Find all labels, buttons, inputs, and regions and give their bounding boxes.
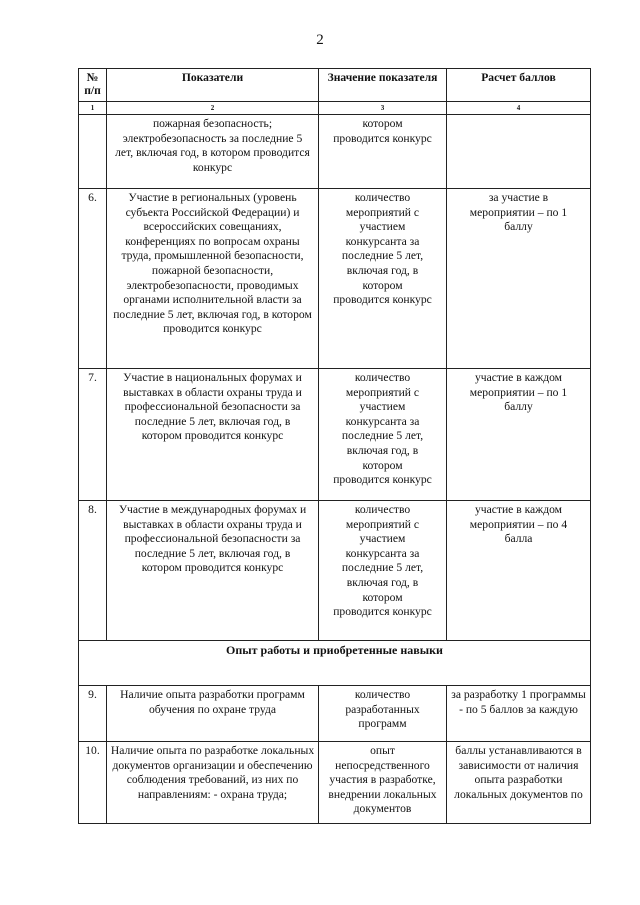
col-index: 2 [107,102,319,115]
table-row [79,501,591,641]
row-number: 7. [79,369,107,501]
row-value: количество мероприятий с участием конкурсанта за последние 5 лет, включая год, в котором проводится конкурс [319,189,447,369]
row-score: за участие в мероприятии – по 1 баллу [447,189,591,369]
col-index: 3 [319,102,447,115]
header-number: № п/п [79,69,107,102]
table-index-row [79,102,591,115]
table-row [79,189,591,369]
row-value: опыт непосредственного участия в разработке, внедрении локальных документов [319,742,447,824]
row-score: баллы устанавливаются в зависимости от наличия опыта разработки локальных документов по [447,742,591,824]
row-indicator: Участие в региональных (уровень субъекта Российской Федерации) и всероссийских совещаниях, конференциях по вопросам охраны труда, промышленной безопасности, пожарной безопасности, электробезопасности, проводимых органами исполнительной власти за последние 5 лет, включая год, в котором проводится конкурс [107,189,319,369]
table-header-row [79,69,591,102]
table-row [79,115,591,189]
section-row [79,641,591,686]
header-value: Значение показателя [319,69,447,102]
row-value: котором проводится конкурс [319,115,447,189]
table-row [79,369,591,501]
row-indicator: Участие в национальных форумах и выставках в области охраны труда и профессиональной безопасности за последние 5 лет, включая год, в котором проводится конкурс [107,369,319,501]
row-score: участие в каждом мероприятии – по 1 баллу [447,369,591,501]
row-indicator: Наличие опыта по разработке локальных документов организации и обеспечению соблюдения требований, из них по направлениям: - охрана труда; [107,742,319,824]
row-number [79,115,107,189]
row-number: 10. [79,742,107,824]
header-indicators: Показатели [107,69,319,102]
row-value: количество разработанных программ [319,686,447,742]
section-title: Опыт работы и приобретенные навыки [79,641,591,686]
criteria-table [78,68,591,824]
row-value: количество мероприятий с участием конкурсанта за последние 5 лет, включая год, в котором проводится конкурс [319,369,447,501]
col-index: 4 [447,102,591,115]
table-row [79,742,591,824]
row-number: 8. [79,501,107,641]
row-indicator: пожарная безопасность; электробезопасность за последние 5 лет, включая год, в котором проводится конкурс [107,115,319,189]
row-number: 9. [79,686,107,742]
col-index: 1 [79,102,107,115]
row-score: за разработку 1 программы - по 5 баллов за каждую [447,686,591,742]
page-number: 2 [316,32,324,48]
table-row [79,686,591,742]
header-score: Расчет баллов [447,69,591,102]
row-number: 6. [79,189,107,369]
row-score: участие в каждом мероприятии – по 4 балла [447,501,591,641]
row-indicator: Наличие опыта разработки программ обучения по охране труда [107,686,319,742]
row-score [447,115,591,189]
row-value: количество мероприятий с участием конкурсанта за последние 5 лет, включая год, в котором проводится конкурс [319,501,447,641]
row-indicator: Участие в международных форумах и выставках в области охраны труда и профессиональной безопасности за последние 5 лет, включая год, в котором проводится конкурс [107,501,319,641]
